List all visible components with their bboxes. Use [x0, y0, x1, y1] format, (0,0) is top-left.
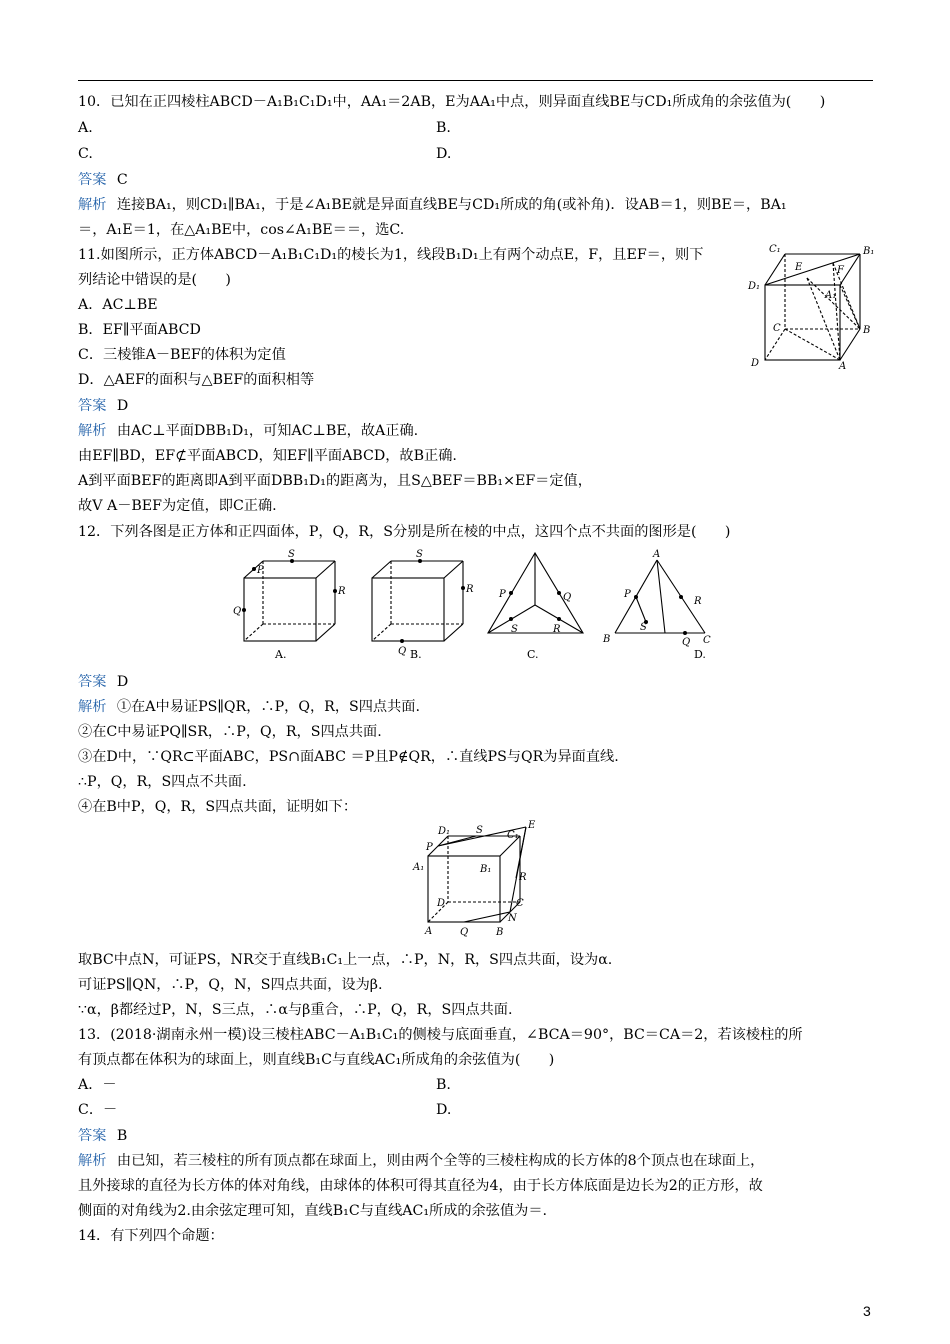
fig-b-q: Q	[398, 646, 407, 657]
fig-a-caption: A.	[275, 648, 287, 661]
proof-p: P	[426, 842, 433, 853]
proof-a1: A₁	[413, 862, 425, 873]
q13-option-c: C．－	[78, 1102, 118, 1118]
proof-a: A	[425, 926, 433, 937]
fig-c-r: R	[553, 624, 561, 635]
proof-d: D	[437, 898, 446, 909]
fig-d-q: Q	[682, 637, 691, 648]
q12-analysis-line-6: 取BC中点N，可证PS，NR交于直线B₁C₁上一点，∴P，N，R，S四点共面，设为α.	[78, 952, 613, 968]
q11-stem-line-2: 列结论中错误的是( )	[78, 272, 231, 288]
proof-r: R	[519, 872, 527, 883]
label-b: B	[863, 325, 871, 336]
q11-cube-figure	[745, 238, 880, 373]
fig-a-q: Q	[233, 606, 242, 617]
q11-option-c: C．三棱锥A－BEF的体积为定值	[78, 347, 286, 363]
q11-option-d: D．△AEF的面积与△BEF的面积相等	[78, 372, 315, 388]
fig-d-caption: D.	[694, 648, 706, 661]
q12-answer	[78, 672, 128, 692]
label-d: D	[751, 358, 760, 369]
q13-stem-line-2: 有顶点都在体积为的球面上，则直线B₁C与直线AC₁所成角的余弦值为( )	[78, 1052, 555, 1068]
q10-answer	[78, 170, 128, 190]
fig-b-r: R	[466, 584, 474, 595]
q12-analysis-line-7: 可证PS∥QN，∴P，Q，N，S四点共面，设为β.	[78, 977, 383, 993]
q13-analysis-line-1	[78, 1151, 764, 1171]
q11-option-b: B．EF∥平面ABCD	[78, 322, 201, 338]
analysis-label: 解析	[78, 1153, 107, 1169]
label-e: E	[795, 262, 803, 273]
q11-stem-line-1: 11.如图所示，正方体ABCD－A₁B₁C₁D₁的棱长为1，线段B₁D₁上有两个动点E，F，且EF＝，则下	[78, 247, 704, 263]
q12-analysis-line-4: ∴P，Q，R，S四点不共面.	[78, 774, 247, 790]
answer-label: 答案	[78, 674, 107, 690]
proof-d1: D₁	[438, 826, 451, 837]
q12-analysis-line-1	[78, 697, 420, 717]
q12-proof-figure	[410, 818, 560, 942]
q10-analysis-line-2: ＝，A₁E＝1，在△A₁BE中，cos∠A₁BE＝＝，选C.	[78, 222, 405, 238]
answer-value: D	[116, 398, 129, 414]
q10-option-b: B.	[436, 120, 451, 136]
fig-d-c: C	[703, 635, 711, 646]
answer-label: 答案	[78, 172, 107, 188]
q11-answer	[78, 396, 128, 416]
q12-figure-a	[230, 548, 350, 663]
fig-c-caption: C.	[527, 648, 539, 661]
q10-option-d: D.	[436, 146, 452, 162]
q13-option-a: A．－	[78, 1077, 117, 1093]
q13-answer	[78, 1126, 127, 1146]
q11-option-a: A．AC⊥BE	[78, 297, 158, 313]
q13-analysis-line-3: 侧面的对角线为2.由余弦定理可知，直线B₁C与直线AC₁所成的余弦值为＝.	[78, 1203, 548, 1219]
header-rule	[78, 80, 873, 81]
label-a1: A₁	[825, 290, 837, 301]
label-b1: B₁	[863, 246, 875, 257]
label-a: A	[839, 361, 847, 372]
q11-analysis-line-4: 故V A－BEF为定值，即C正确.	[78, 498, 277, 514]
analysis-label: 解析	[78, 423, 107, 439]
q12-stem: 12．下列各图是正方体和正四面体，P，Q，R，S分别是所在棱的中点，这四个点不共面的图形是( )	[78, 524, 731, 540]
label-f: F	[837, 265, 844, 276]
q12-analysis-line-8: ∵α，β都经过P，N，S三点，∴α与β重合，∴P，Q，R，S四点共面.	[78, 1002, 513, 1018]
analysis-label: 解析	[78, 197, 107, 213]
q11-analysis-line-3: A到平面BEF的距离即A到平面DBB₁D₁的距离为，且S△BEF＝BB₁×EF＝定值，	[78, 473, 592, 489]
fig-a-p: P	[257, 565, 264, 576]
label-d1: D₁	[748, 281, 761, 292]
analysis-text: 由AC⊥平面DBB₁D₁，可知AC⊥BE，故A正确.	[116, 423, 419, 439]
analysis-label: 解析	[78, 699, 107, 715]
q10-option-c: C.	[78, 146, 93, 162]
analysis-text: 连接BA₁，则CD₁∥BA₁，于是∠A₁BE就是异面直线BE与CD₁所成的角(或补角)．设AB＝1，则BE＝，BA₁	[116, 197, 787, 213]
q10-analysis-line-1	[78, 195, 787, 215]
fig-d-r: R	[694, 596, 702, 607]
q10-option-a: A.	[78, 120, 93, 136]
q12-figure-d	[600, 548, 720, 663]
proof-c1: C₁	[507, 830, 519, 841]
q12-figure-c	[483, 548, 593, 663]
proof-n: N	[508, 913, 517, 924]
label-c1: C₁	[769, 244, 781, 255]
fig-a-s: S	[288, 549, 295, 560]
proof-b1: B₁	[480, 864, 492, 875]
answer-value: B	[116, 1128, 128, 1144]
answer-value: D	[116, 674, 129, 690]
proof-c: C	[516, 898, 524, 909]
answer-label: 答案	[78, 1128, 107, 1144]
fig-d-a: A	[653, 549, 661, 560]
fig-c-p: P	[499, 589, 506, 600]
fig-c-s: S	[511, 624, 518, 635]
analysis-text: ①在A中易证PS∥QR，∴P，Q，R，S四点共面.	[116, 699, 420, 715]
fig-c-q: Q	[563, 592, 572, 603]
q12-figure-b	[358, 548, 478, 663]
q12-analysis-line-2: ②在C中易证PQ∥SR，∴P，Q，R，S四点共面.	[78, 724, 382, 740]
q13-option-b: B.	[436, 1077, 451, 1093]
fig-d-p: P	[624, 589, 631, 600]
fig-a-r: R	[338, 586, 346, 597]
fig-d-s: S	[640, 622, 647, 633]
answer-value: C	[116, 172, 128, 188]
q13-analysis-line-2: 且外接球的直径为长方体的体对角线，由球体的体积可得其直径为4，由于长方体底面是边长为2的正方形，故	[78, 1178, 763, 1194]
q14-stem: 14．有下列四个命题：	[78, 1228, 224, 1244]
q11-analysis-line-1	[78, 421, 418, 441]
q13-option-d: D.	[436, 1102, 452, 1118]
q11-analysis-line-2: 由EF∥BD，EF⊄平面ABCD，知EF∥平面ABCD，故B正确.	[78, 448, 457, 464]
label-c: C	[773, 323, 781, 334]
proof-s: S	[476, 825, 483, 836]
q12-analysis-line-5: ④在B中P，Q，R，S四点共面，证明如下：	[78, 799, 358, 815]
fig-d-b: B	[603, 634, 611, 645]
proof-q: Q	[460, 927, 469, 938]
proof-e: E	[528, 820, 536, 831]
answer-label: 答案	[78, 398, 107, 414]
analysis-text: 由已知，若三棱柱的所有顶点都在球面上，则由两个全等的三棱柱构成的长方体的8个顶点也在球面上，	[116, 1153, 765, 1169]
page-number: 3	[863, 1303, 871, 1319]
proof-b: B	[496, 927, 504, 938]
q12-analysis-line-3: ③在D中，∵QR⊂平面ABC，PS∩面ABC ＝P且P∉QR，∴直线PS与QR为异面直线.	[78, 749, 619, 765]
fig-b-caption: B.	[410, 648, 422, 661]
q10-stem: 10．已知在正四棱柱ABCD－A₁B₁C₁D₁中，AA₁＝2AB，E为AA₁中点，则异面直线BE与CD₁所成角的余弦值为( )	[78, 94, 826, 110]
q13-stem-line-1: 13．(2018·湖南永州一模)设三棱柱ABC－A₁B₁C₁的侧棱与底面垂直，∠BCA＝90°，BC＝CA＝2，若该棱柱的所	[78, 1027, 803, 1043]
fig-b-s: S	[416, 549, 423, 560]
